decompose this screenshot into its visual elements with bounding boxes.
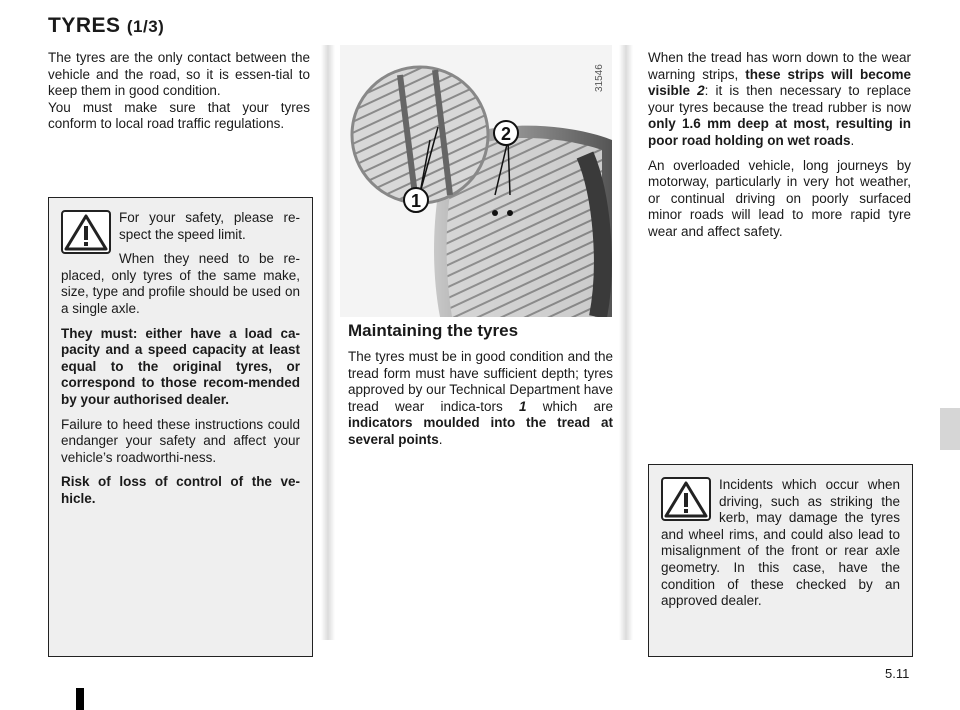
incident-paragraph: Incidents which occur when driving, such as striking the kerb, may damage the tyres and wheel rims, and could also lead to misalignment of the front or rear axle geometry. In this case, have the condition of these checked by an approved dealer.: [661, 477, 900, 609]
print-corner-mark: [76, 688, 84, 710]
page-number: 5.11: [885, 666, 910, 681]
incident-warning-box: [648, 464, 913, 657]
maintaining-text-3: .: [438, 431, 443, 447]
safety-paragraph-3: They must: either have a load ca-pacity and a speed capacity at least equal to the original tyres, or correspond to those recom-mended by your authorised dealer.: [61, 325, 300, 407]
overload-paragraph: An overloaded vehicle, long journeys by motorway, particularly in very hot weather, or continual driving on poorly surfaced minor roads will lead to more rapid tyre wear and affect safety.: [648, 157, 911, 239]
page-part-indicator: (1/3): [126, 17, 165, 36]
maintaining-text-2: which are: [526, 398, 613, 414]
tread-wear-paragraph: [648, 50, 911, 150]
tread-text-a: When the tread has worn down to the wear warning strips,: [648, 50, 911, 82]
tyre-drawing: [340, 45, 612, 317]
chapter-thumb-tab: [940, 408, 960, 450]
safety-paragraph-1: For your safety, please re-spect the speed limit.: [119, 210, 300, 242]
tread-text-e: .: [850, 132, 855, 148]
safety-paragraph-5: Risk of loss of control of the ve-hicle.: [61, 474, 300, 506]
page-title: [48, 14, 164, 38]
page-title-text: TYRES: [48, 14, 121, 37]
tread-ref-2: 2: [697, 83, 705, 99]
maintaining-bold: indicators moulded into the tread at several points: [348, 415, 613, 447]
section-title-maintaining: Maintaining the tyres: [348, 321, 519, 340]
warning-triangle-icon: [61, 210, 111, 254]
intro-paragraph-1: The tyres are the only contact between the vehicle and the road, so it is essen-tial to keep them in good condition.: [48, 50, 310, 99]
maintaining-text: [348, 349, 613, 449]
maintaining-paragraph: [348, 349, 613, 449]
intro-text: [48, 50, 310, 133]
warning-triangle-icon: [661, 477, 711, 521]
column-separator-left: [321, 45, 335, 640]
maintaining-ref-1: 1: [519, 398, 527, 414]
callout-1-label: 1: [410, 191, 422, 211]
right-column-text: [648, 50, 911, 241]
safety-paragraph-2: When they need to be re-placed, only tyres of the same make, size, type and profile should be used on a single axle.: [61, 251, 300, 316]
tread-bold-d: only 1.6 mm deep at most, resulting in poor road holding on wet roads: [648, 116, 911, 148]
column-separator-right: [619, 45, 633, 640]
maintaining-text-1: The tyres must be in good condition and the tread form must have sufficient depth; tyres approved by our Technical Department have tread wear indica-tors: [348, 349, 613, 414]
callout-2-label: 2: [500, 124, 512, 144]
safety-warning-box: [48, 197, 313, 657]
intro-paragraph-2: You must make sure that your tyres conform to local road traffic regulations.: [48, 99, 310, 132]
tread-text-c: : it is then necessary to replace your tyres because the tread rubber is now: [648, 83, 912, 115]
tread-bold-b: these strips will become visible: [648, 66, 911, 99]
figure-reference-code: 31546: [594, 64, 605, 92]
tyre-tread-illustration: [340, 45, 612, 317]
safety-paragraph-4: Failure to heed these instructions could endanger your safety and affect your vehicle’s roadworthi-ness.: [61, 416, 300, 465]
